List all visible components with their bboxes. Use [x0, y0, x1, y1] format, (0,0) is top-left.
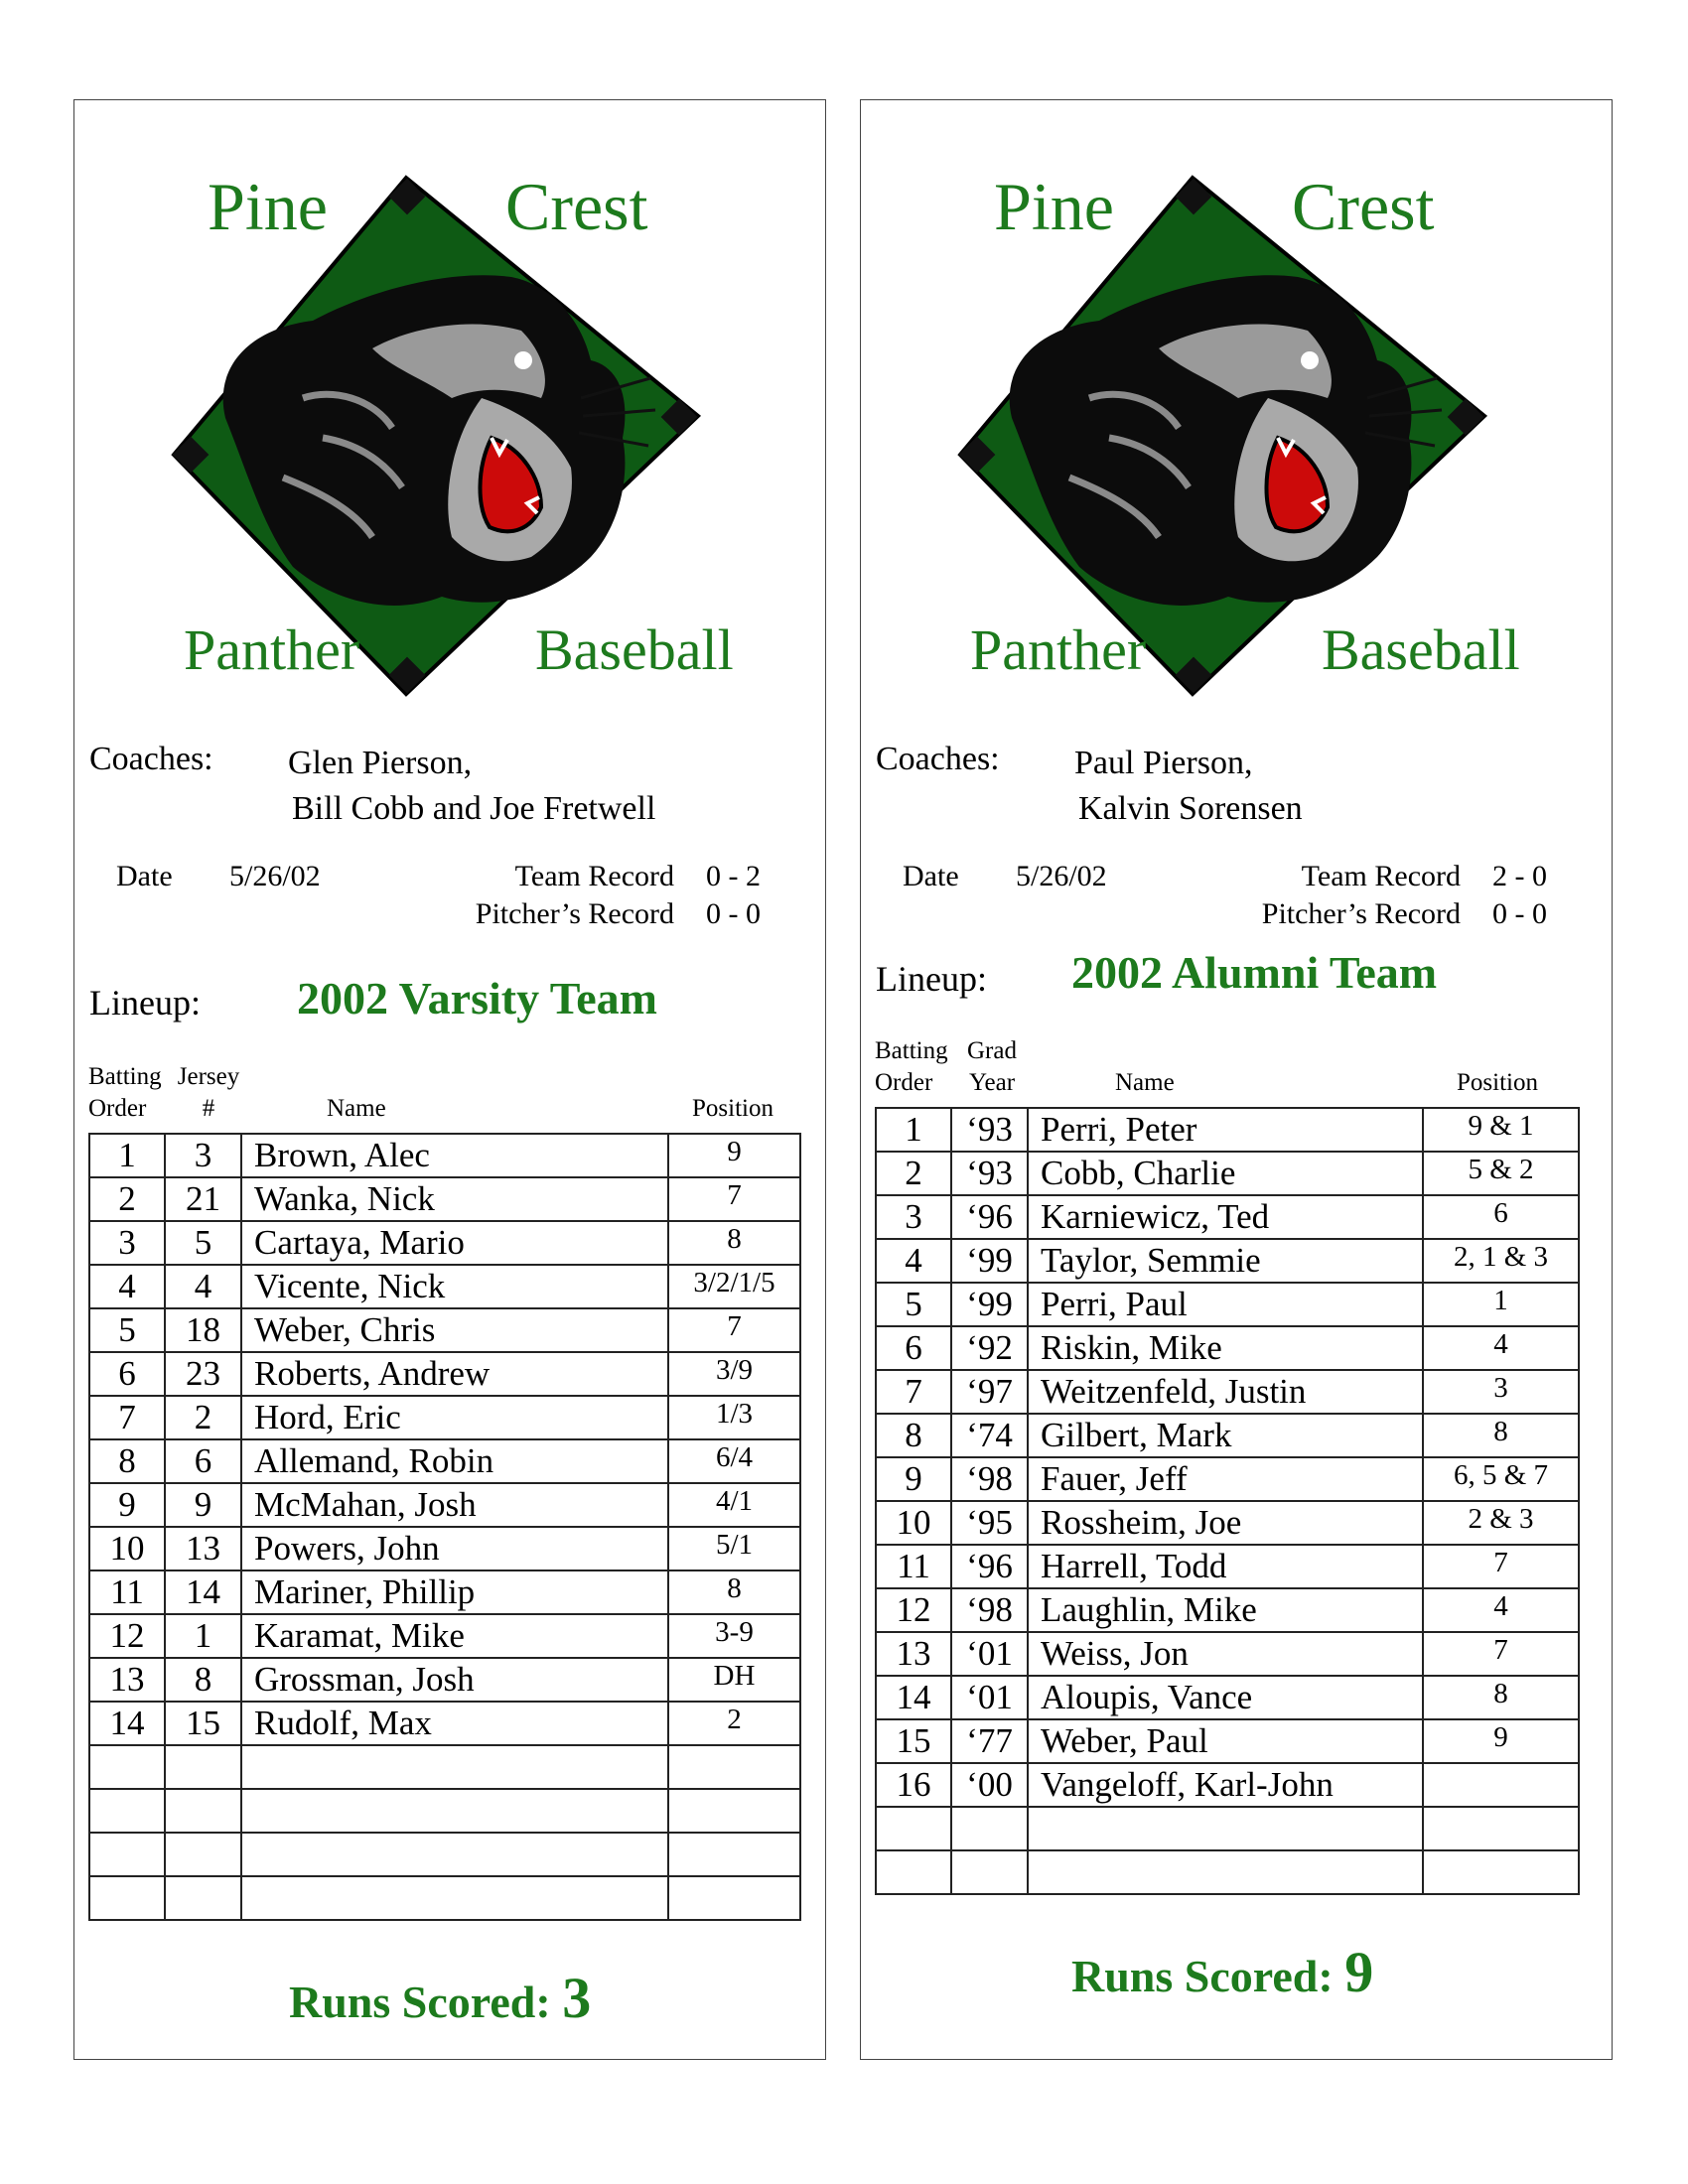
- player-name-cell: Weber, Chris: [241, 1308, 668, 1352]
- coaches-label: Coaches:: [89, 741, 213, 777]
- player-name-cell: Karamat, Mike: [241, 1614, 668, 1658]
- logo-word-panther: Panther: [970, 617, 1147, 682]
- logo-word-pine: Pine: [208, 169, 328, 244]
- number-cell: 18: [165, 1308, 241, 1352]
- batting-order-cell: 6: [876, 1326, 951, 1370]
- runs-scored: [1071, 1939, 1373, 2005]
- player-name-cell: McMahan, Josh: [241, 1483, 668, 1527]
- player-name-cell: Vicente, Nick: [241, 1265, 668, 1308]
- number-cell: 13: [165, 1527, 241, 1570]
- player-name-cell: Grossman, Josh: [241, 1658, 668, 1702]
- number-cell: ‘99: [951, 1283, 1028, 1326]
- position-cell: 6/4: [668, 1439, 800, 1483]
- player-name-cell: Weiss, Jon: [1028, 1632, 1423, 1676]
- pitcher-record-value: 0 - 0: [1492, 897, 1547, 930]
- lineup-row: [876, 1588, 1579, 1632]
- header-line: Order: [875, 1069, 933, 1096]
- batting-order-cell: 14: [89, 1702, 165, 1745]
- batting-order-cell: [876, 1807, 951, 1850]
- coaches-label: Coaches:: [876, 741, 1000, 777]
- position-cell: 2: [668, 1702, 800, 1745]
- position-cell: 1: [1423, 1283, 1579, 1326]
- player-name-cell: Harrell, Todd: [1028, 1545, 1423, 1588]
- alumni-lineup-card: [860, 99, 1613, 2060]
- coaches-names: [1074, 741, 1303, 832]
- player-name-cell: [241, 1876, 668, 1920]
- position-cell: [1423, 1763, 1579, 1807]
- pine-crest-logo: [861, 100, 1614, 736]
- team-title: 2002 Varsity Team: [297, 973, 657, 1024]
- lineup-row: [876, 1152, 1579, 1195]
- player-name-cell: Allemand, Robin: [241, 1439, 668, 1483]
- number-cell: 14: [165, 1570, 241, 1614]
- batting-order-cell: 4: [876, 1239, 951, 1283]
- player-name-cell: Mariner, Phillip: [241, 1570, 668, 1614]
- position-cell: DH: [668, 1658, 800, 1702]
- lineup-row: [876, 1239, 1579, 1283]
- batting-order-cell: 8: [876, 1414, 951, 1457]
- position-cell: 6: [1423, 1195, 1579, 1239]
- date-label: Date: [903, 860, 959, 892]
- header-line: Order: [88, 1095, 147, 1122]
- batting-order-cell: 3: [876, 1195, 951, 1239]
- number-cell: ‘98: [951, 1588, 1028, 1632]
- position-cell: 3/2/1/5: [668, 1265, 800, 1308]
- position-cell: 8: [668, 1570, 800, 1614]
- number-cell: ‘99: [951, 1239, 1028, 1283]
- lineup-row: [89, 1265, 800, 1308]
- number-cell: ‘00: [951, 1763, 1028, 1807]
- lineup-row: [876, 1457, 1579, 1501]
- position-cell: 9: [668, 1134, 800, 1177]
- position-cell: [1423, 1807, 1579, 1850]
- lineup-row: [89, 1570, 800, 1614]
- lineup-row: [876, 1108, 1579, 1152]
- player-name-cell: Brown, Alec: [241, 1134, 668, 1177]
- number-cell: [165, 1789, 241, 1833]
- batting-order-cell: 14: [876, 1676, 951, 1719]
- batting-order-cell: 3: [89, 1221, 165, 1265]
- batting-order-cell: [89, 1833, 165, 1876]
- logo-word-crest: Crest: [1292, 169, 1435, 244]
- batting-order-cell: 2: [89, 1177, 165, 1221]
- batting-order-cell: [89, 1876, 165, 1920]
- number-cell: 9: [165, 1483, 241, 1527]
- position-cell: 3-9: [668, 1614, 800, 1658]
- logo-word-crest: Crest: [505, 169, 648, 244]
- header-name: Name: [327, 1095, 386, 1122]
- batting-order-cell: 11: [89, 1570, 165, 1614]
- position-cell: 9: [1423, 1719, 1579, 1763]
- lineup-row: [89, 1396, 800, 1439]
- position-cell: 4: [1423, 1588, 1579, 1632]
- player-name-cell: [241, 1789, 668, 1833]
- varsity-lineup-card: [73, 99, 826, 2060]
- pitcher-record-value: 0 - 0: [706, 897, 761, 930]
- batting-order-cell: 9: [876, 1457, 951, 1501]
- player-name-cell: Riskin, Mike: [1028, 1326, 1423, 1370]
- position-cell: 4: [1423, 1326, 1579, 1370]
- player-name-cell: Hord, Eric: [241, 1396, 668, 1439]
- number-cell: 8: [165, 1658, 241, 1702]
- number-cell: ‘92: [951, 1326, 1028, 1370]
- batting-order-cell: [89, 1745, 165, 1789]
- position-cell: 5/1: [668, 1527, 800, 1570]
- lineup-row: [89, 1308, 800, 1352]
- position-cell: 4/1: [668, 1483, 800, 1527]
- position-cell: 7: [1423, 1632, 1579, 1676]
- player-name-cell: Fauer, Jeff: [1028, 1457, 1423, 1501]
- number-cell: 4: [165, 1265, 241, 1308]
- player-name-cell: [1028, 1850, 1423, 1894]
- position-cell: 3/9: [668, 1352, 800, 1396]
- lineup-row: [876, 1719, 1579, 1763]
- lineup-row: [876, 1807, 1579, 1850]
- number-cell: ‘93: [951, 1152, 1028, 1195]
- lineup-row: [876, 1283, 1579, 1326]
- header-line: Batting: [88, 1063, 162, 1090]
- lineup-label: Lineup:: [89, 983, 201, 1023]
- number-cell: [951, 1850, 1028, 1894]
- runs-scored-label: Runs Scored:: [1071, 1951, 1334, 2001]
- batting-order-cell: 13: [89, 1658, 165, 1702]
- number-cell: 1: [165, 1614, 241, 1658]
- position-cell: 9 & 1: [1423, 1108, 1579, 1152]
- lineup-row: [876, 1676, 1579, 1719]
- batting-order-cell: 8: [89, 1439, 165, 1483]
- lineup-row: [876, 1632, 1579, 1676]
- header-line: #: [202, 1095, 215, 1122]
- logo-word-panther: Panther: [184, 617, 360, 682]
- position-cell: 7: [668, 1308, 800, 1352]
- lineup-row: [876, 1370, 1579, 1414]
- batting-order-cell: 13: [876, 1632, 951, 1676]
- batting-order-cell: 1: [89, 1134, 165, 1177]
- number-cell: 3: [165, 1134, 241, 1177]
- position-cell: [668, 1789, 800, 1833]
- header-jersey-number: [174, 1061, 243, 1125]
- lineup-row: [89, 1789, 800, 1833]
- position-cell: [1423, 1850, 1579, 1894]
- batting-order-cell: 11: [876, 1545, 951, 1588]
- position-cell: 2, 1 & 3: [1423, 1239, 1579, 1283]
- lineup-row: [876, 1850, 1579, 1894]
- position-cell: 5 & 2: [1423, 1152, 1579, 1195]
- lineup-row: [89, 1177, 800, 1221]
- team-record-label: Team Record: [1301, 860, 1461, 892]
- number-cell: 6: [165, 1439, 241, 1483]
- coach-line: Kalvin Sorensen: [1078, 790, 1303, 827]
- player-name-cell: Gilbert, Mark: [1028, 1414, 1423, 1457]
- lineup-row: [89, 1483, 800, 1527]
- number-cell: 15: [165, 1702, 241, 1745]
- position-cell: [668, 1745, 800, 1789]
- logo-word-baseball: Baseball: [1322, 617, 1520, 682]
- header-line: Year: [968, 1069, 1016, 1096]
- position-cell: [668, 1876, 800, 1920]
- player-name-cell: Taylor, Semmie: [1028, 1239, 1423, 1283]
- position-cell: 7: [1423, 1545, 1579, 1588]
- batting-order-cell: 12: [89, 1614, 165, 1658]
- player-name-cell: Perri, Paul: [1028, 1283, 1423, 1326]
- coaches-names: [288, 741, 655, 832]
- lineup-row: [876, 1545, 1579, 1588]
- position-cell: 1/3: [668, 1396, 800, 1439]
- batting-order-cell: 6: [89, 1352, 165, 1396]
- lineup-row: [89, 1876, 800, 1920]
- position-cell: 3: [1423, 1370, 1579, 1414]
- team-record-label: Team Record: [514, 860, 674, 892]
- header-line: Grad: [967, 1037, 1017, 1064]
- header-position: Position: [1457, 1069, 1538, 1096]
- header-batting-order: [875, 1035, 948, 1099]
- lineup-row: [89, 1745, 800, 1789]
- lineup-row: [89, 1833, 800, 1876]
- number-cell: ‘74: [951, 1414, 1028, 1457]
- position-cell: 6, 5 & 7: [1423, 1457, 1579, 1501]
- number-cell: 5: [165, 1221, 241, 1265]
- runs-scored-value: 3: [562, 1966, 592, 2030]
- position-cell: [668, 1833, 800, 1876]
- number-cell: ‘77: [951, 1719, 1028, 1763]
- coach-line: Glen Pierson,: [288, 745, 473, 781]
- number-cell: ‘96: [951, 1545, 1028, 1588]
- runs-scored: [289, 1965, 591, 2031]
- number-cell: [165, 1833, 241, 1876]
- number-cell: 23: [165, 1352, 241, 1396]
- lineup-row: [89, 1221, 800, 1265]
- header-batting-order: [88, 1061, 162, 1125]
- position-cell: 7: [668, 1177, 800, 1221]
- player-name-cell: Cobb, Charlie: [1028, 1152, 1423, 1195]
- lineup-row: [89, 1134, 800, 1177]
- number-cell: [165, 1745, 241, 1789]
- position-cell: 8: [668, 1221, 800, 1265]
- position-cell: 2 & 3: [1423, 1501, 1579, 1545]
- player-name-cell: Laughlin, Mike: [1028, 1588, 1423, 1632]
- batting-order-cell: [89, 1789, 165, 1833]
- player-name-cell: Roberts, Andrew: [241, 1352, 668, 1396]
- batting-order-cell: 15: [876, 1719, 951, 1763]
- coach-line: Paul Pierson,: [1074, 745, 1253, 781]
- number-cell: ‘93: [951, 1108, 1028, 1152]
- player-name-cell: Karniewicz, Ted: [1028, 1195, 1423, 1239]
- date-value: 5/26/02: [229, 860, 321, 892]
- number-cell: ‘98: [951, 1457, 1028, 1501]
- logo-word-pine: Pine: [994, 169, 1114, 244]
- player-name-cell: Rossheim, Joe: [1028, 1501, 1423, 1545]
- player-name-cell: [241, 1745, 668, 1789]
- player-name-cell: Cartaya, Mario: [241, 1221, 668, 1265]
- lineup-row: [89, 1352, 800, 1396]
- alumni-lineup-table: [875, 1107, 1580, 1895]
- batting-order-cell: 1: [876, 1108, 951, 1152]
- lineup-row: [876, 1763, 1579, 1807]
- pitcher-record-label: Pitcher’s Record: [475, 897, 674, 930]
- lineup-row: [876, 1195, 1579, 1239]
- number-cell: ‘95: [951, 1501, 1028, 1545]
- player-name-cell: Weitzenfeld, Justin: [1028, 1370, 1423, 1414]
- batting-order-cell: 7: [89, 1396, 165, 1439]
- runs-scored-value: 9: [1344, 1940, 1374, 2004]
- player-name-cell: Powers, John: [241, 1527, 668, 1570]
- batting-order-cell: 5: [876, 1283, 951, 1326]
- team-record-value: 2 - 0: [1492, 860, 1547, 892]
- batting-order-cell: 4: [89, 1265, 165, 1308]
- lineup-row: [89, 1658, 800, 1702]
- number-cell: ‘01: [951, 1676, 1028, 1719]
- number-cell: [165, 1876, 241, 1920]
- position-cell: 8: [1423, 1414, 1579, 1457]
- batting-order-cell: 7: [876, 1370, 951, 1414]
- player-name-cell: Aloupis, Vance: [1028, 1676, 1423, 1719]
- player-name-cell: Wanka, Nick: [241, 1177, 668, 1221]
- player-name-cell: Vangeloff, Karl-John: [1028, 1763, 1423, 1807]
- coach-line: Bill Cobb and Joe Fretwell: [292, 790, 656, 827]
- header-line: Jersey: [177, 1063, 240, 1090]
- header-line: Batting: [875, 1037, 948, 1064]
- batting-order-cell: 5: [89, 1308, 165, 1352]
- batting-order-cell: 10: [89, 1527, 165, 1570]
- lineup-label: Lineup:: [876, 959, 987, 999]
- position-cell: 8: [1423, 1676, 1579, 1719]
- player-name-cell: Weber, Paul: [1028, 1719, 1423, 1763]
- number-cell: ‘01: [951, 1632, 1028, 1676]
- lineup-row: [876, 1414, 1579, 1457]
- lineup-row: [89, 1439, 800, 1483]
- logo-word-baseball: Baseball: [535, 617, 734, 682]
- lineup-row: [89, 1614, 800, 1658]
- team-record-value: 0 - 2: [706, 860, 761, 892]
- date-label: Date: [116, 860, 173, 892]
- team-title: 2002 Alumni Team: [1071, 947, 1438, 998]
- lineup-row: [89, 1702, 800, 1745]
- number-cell: ‘97: [951, 1370, 1028, 1414]
- varsity-lineup-table: [88, 1133, 801, 1921]
- player-name-cell: Perri, Peter: [1028, 1108, 1423, 1152]
- date-value: 5/26/02: [1016, 860, 1107, 892]
- number-cell: [951, 1807, 1028, 1850]
- batting-order-cell: 10: [876, 1501, 951, 1545]
- batting-order-cell: 2: [876, 1152, 951, 1195]
- number-cell: 2: [165, 1396, 241, 1439]
- number-cell: ‘96: [951, 1195, 1028, 1239]
- batting-order-cell: 9: [89, 1483, 165, 1527]
- lineup-row: [876, 1501, 1579, 1545]
- header-grad-year: [956, 1035, 1028, 1099]
- pine-crest-logo: [74, 100, 827, 736]
- batting-order-cell: 16: [876, 1763, 951, 1807]
- batting-order-cell: [876, 1850, 951, 1894]
- batting-order-cell: 12: [876, 1588, 951, 1632]
- header-position: Position: [692, 1095, 774, 1122]
- header-name: Name: [1115, 1069, 1175, 1096]
- player-name-cell: [1028, 1807, 1423, 1850]
- player-name-cell: Rudolf, Max: [241, 1702, 668, 1745]
- player-name-cell: [241, 1833, 668, 1876]
- runs-scored-label: Runs Scored:: [289, 1977, 551, 2027]
- number-cell: 21: [165, 1177, 241, 1221]
- lineup-row: [89, 1527, 800, 1570]
- pitcher-record-label: Pitcher’s Record: [1261, 897, 1461, 930]
- lineup-row: [876, 1326, 1579, 1370]
